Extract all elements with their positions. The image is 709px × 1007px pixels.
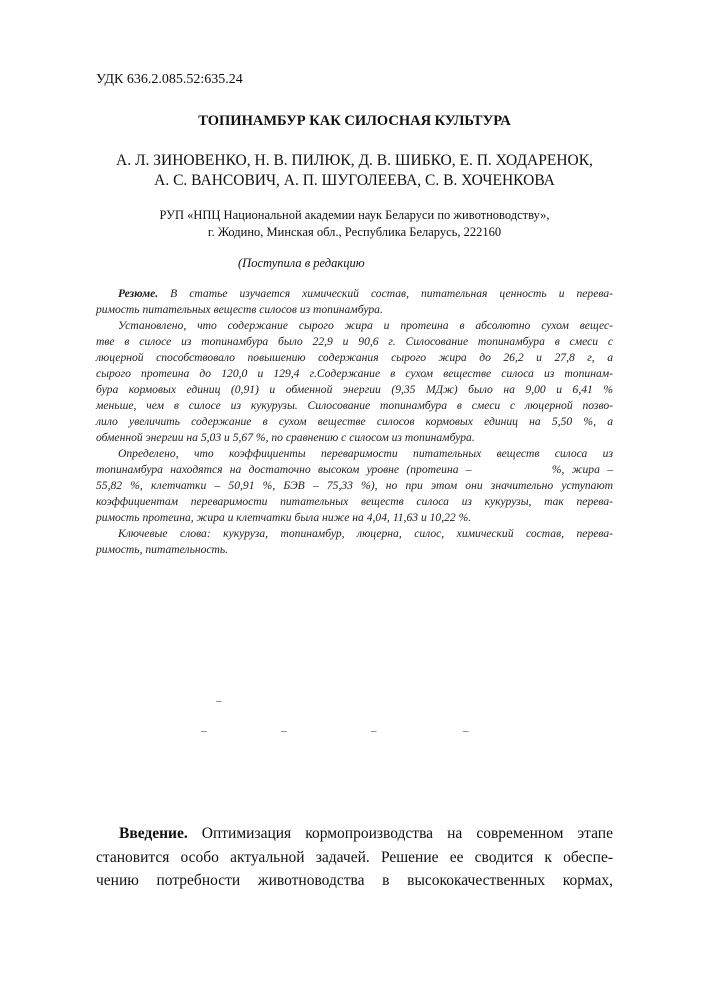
- abstract-line: меньше, чем в силосе из кукурузы. Силосование топинамбура в смеси с люцерной позво-: [96, 399, 613, 412]
- abstract-line: люцерной способствовало повышению содержания сырого жира до 26,2 и 27,8 г, а: [96, 351, 613, 364]
- keywords-line: римость, питательность.: [96, 543, 229, 556]
- abstract-line: Определено, что коэффициенты переваримости питательных веществ силоса из: [118, 447, 613, 460]
- stray-dash: –: [201, 725, 207, 737]
- abstract-line: бура кормовых единиц (0,91) и обменной энергии (9,35 МДж) было на 9,00 и 6,41 %: [96, 383, 613, 396]
- affiliation-block: [0, 207, 709, 241]
- stray-dash: –: [371, 725, 377, 737]
- abstract-line: коэффициентам переваримости питательных веществ силоса из кукурузы, так перева-: [96, 495, 613, 508]
- intro-line: становится особо актуальной задачей. Решение ее сводится к обеспе-: [96, 848, 613, 866]
- intro-line: Введение. Оптимизация кормопроизводства на современном этапе: [119, 825, 613, 842]
- abstract-line: римость питательных веществ силосов из топинамбура.: [96, 303, 383, 316]
- article-title: ТОПИНАМБУР КАК СИЛОСНАЯ КУЛЬТУРА: [198, 113, 511, 129]
- abstract-line: сырого протеина до 120,0 и 129,4 г.Содержание в сухом веществе силоса из топинам-: [96, 367, 613, 380]
- stray-dash: –: [463, 725, 469, 737]
- stray-dash: –: [281, 725, 287, 737]
- abstract-line: обменной энергии на 5,03 и 5,67 %, по сравнению с силосом из топинамбура.: [96, 431, 475, 444]
- abstract-line: тве в силосе из топинамбура было 22,9 и 90,6 г. Силосование топинамбура в смеси с: [96, 335, 613, 348]
- intro-line: чению потребности животноводства в высококачественных кормах,: [96, 872, 613, 889]
- stray-dash: –: [216, 695, 222, 707]
- intro-label: Введение.: [119, 825, 188, 842]
- abstract-line: Установлено, что содержание сырого жира и протеина в абсолютно сухом вещес-: [118, 319, 613, 332]
- abstract-line: лило увеличить содержание в сухом веществе силосов кормовых единиц на 5,50 %, а: [96, 415, 613, 428]
- affiliation-line: РУП «НПЦ Национальной академии наук Беларуси по животноводству»,: [159, 208, 550, 222]
- abstract-line: Резюме. В статье изучается химический состав, питательная ценность и перева-: [118, 287, 613, 300]
- keywords-line: Ключевые слова: кукуруза, топинамбур, люцерна, силос, химический состав, перева-: [118, 527, 613, 540]
- authors-block: [0, 151, 709, 191]
- udk-code: УДК 636.2.085.52:635.24: [96, 72, 243, 87]
- authors-line: А. Л. ЗИНОВЕНКО, Н. В. ПИЛЮК, Д. В. ШИБКО, Е. П. ХОДАРЕНОК,: [116, 152, 593, 169]
- abstract-line: римость протеина, жира и клетчатки была ниже на 4,04, 11,63 и 10,22 %.: [96, 511, 472, 524]
- received-date: (Поступила в редакцию: [238, 256, 365, 270]
- affiliation-line: г. Жодино, Минская обл., Республика Беларусь, 222160: [207, 225, 502, 239]
- abstract-line: топинамбура находятся на достаточно высоком уровне (протеина – %, жира –: [96, 463, 613, 476]
- authors-line: А. С. ВАНСОВИЧ, А. П. ШУГОЛЕЕВА, С. В. ХОЧЕНКОВА: [154, 172, 555, 189]
- introduction: [96, 822, 613, 893]
- abstract: [96, 286, 613, 558]
- abstract-line: 55,82 %, клетчатки – 50,91 %, БЭВ – 75,33 %), но при этом они значительно уступают: [96, 479, 613, 492]
- abstract-label: Резюме.: [118, 287, 159, 300]
